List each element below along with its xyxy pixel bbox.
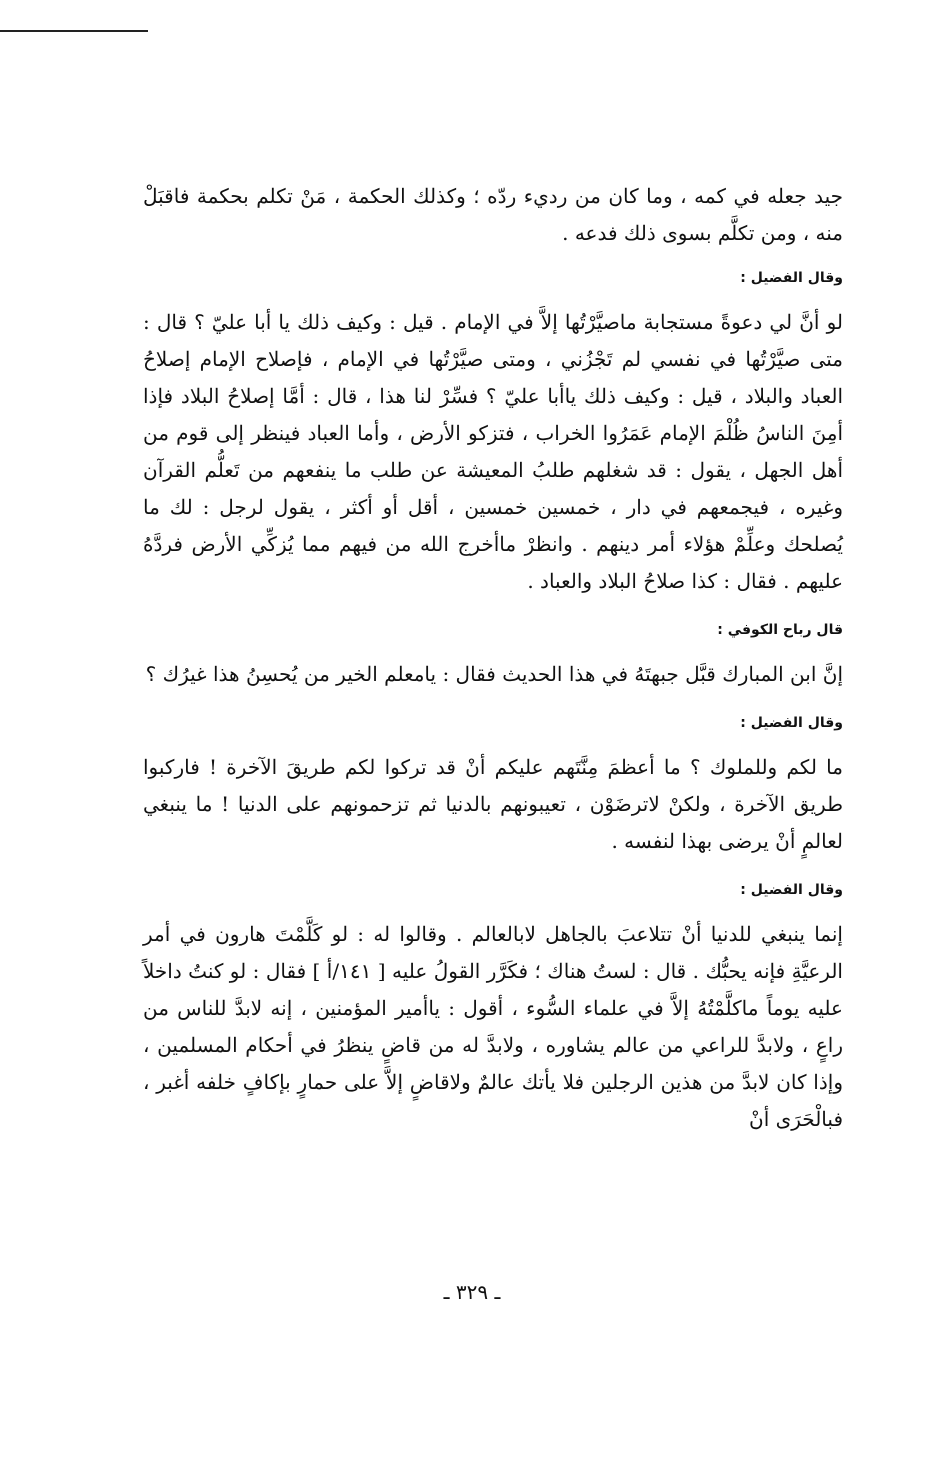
section-paragraph: إنَّ ابن المبارك قبَّل جبهتَهُ في هذا الحديث فقال : يامعلم الخير من يُحسِنُ هذا غيرُك ؟ [145, 662, 843, 686]
section-heading: وقال الفضيل : [740, 882, 843, 898]
section-rabah [143, 620, 843, 693]
page-body [143, 178, 843, 1158]
section-paragraph: لو أنَّ لي دعوةً مستجابة ماصيَّرْتُها إلاَّ في الإمام . قيل : وكيف ذلك يا أبا عليّ ؟ قال : متى صيَّرْتُها في نفسي لم تَجْزُني ، ومتى صيَّرْتُها في الإمام ، فإصلاح الإمام إصلاحُ العباد والبلاد ، قيل : وكيف ذلك ياأبا عليّ ؟ فسِّرْ لنا هذا ، قال : أمَّا إصلاحُ البلاد فإذا أمِنَ الناسُ ظُلْمَ الإمام عَمَرُوا الخراب ، فتزكو الأرض ، وأما العباد فينظر إلى قوم من أهل الجهل ، يقول : قد شغلهم طلبُ المعيشة عن طلب ما ينفعهم من تَعلُّم القرآن وغيره ، فيجمعهم في دار ، خمسين خمسين ، أقل أو أكثر ، يقول لرجل : لك ما يُصلحك وعلِّمْ هؤلاء أمر دينهم . وانظرْ ماأخرج الله من فيهم مما يُزكِّي الأرض فردَّهُ عليهم . فقال : كذا صلاحُ البلاد والعباد . [143, 310, 844, 593]
intro-paragraph: جيد جعله في كمه ، وما كان من رديء ردّه ؛ وكذلك الحكمة ، مَنْ تكلم بحكمة فاقبَلْ منه ، ومن تكلَّم بسوى ذلك فدعه . [143, 184, 843, 245]
section-fudayl-1 [143, 268, 843, 600]
header-rule [0, 30, 148, 32]
section-heading: وقال الفضيل : [740, 715, 843, 731]
section-heading: قال رباح الكوفي : [717, 622, 843, 638]
page-number: ـ ٣٢٩ ـ [443, 1280, 501, 1304]
section-fudayl-2 [143, 713, 843, 860]
section-fudayl-3 [143, 880, 843, 1138]
section-heading: وقال الفضيل : [740, 270, 843, 286]
section-paragraph: إنما ينبغي للدنيا أنْ تتلاعبَ بالجاهل لابالعالم . وقالوا له : لو كَلَّمْتَ هارون في أمر الرعيَّةِ فإنه يحبُّك . قال : لستُ هناك ؛ فكَرَّر القولُ عليه [ ١٤١/أ ] فقال : لو كنتُ داخلاً عليه يوماً ماكلَّمْتُهُ إلاَّ في علماء السُّوء ، أقول : ياأمير المؤمنين ، إنه لابدَّ للناس من راعٍ ، ولابدَّ للراعي من عالم يشاوره ، ولابدَّ له من قاضٍ ينظرُ في أحكام المسلمين ، وإذا كان لابدَّ من هذين الرجلين فلا يأتك عالمٌ ولاقاضٍ إلاَّ على حمارٍ بإكافٍ خلفه أغبر ، فبالْحَرَى أنْ [143, 922, 843, 1131]
section-paragraph: ما لكم وللملوك ؟ ما أعظمَ مِنَّتَهم عليكم أنْ قد تركوا لكم طريقَ الآخرة ! فاركبوا طريق الآخرة ، ولكنْ لاترضَوْن ، تعيبونهم بالدنيا ثم تزحمونهم على الدنيا ! ما ينبغي لعالمٍ أنْ يرضى بهذا لنفسه . [143, 755, 843, 853]
